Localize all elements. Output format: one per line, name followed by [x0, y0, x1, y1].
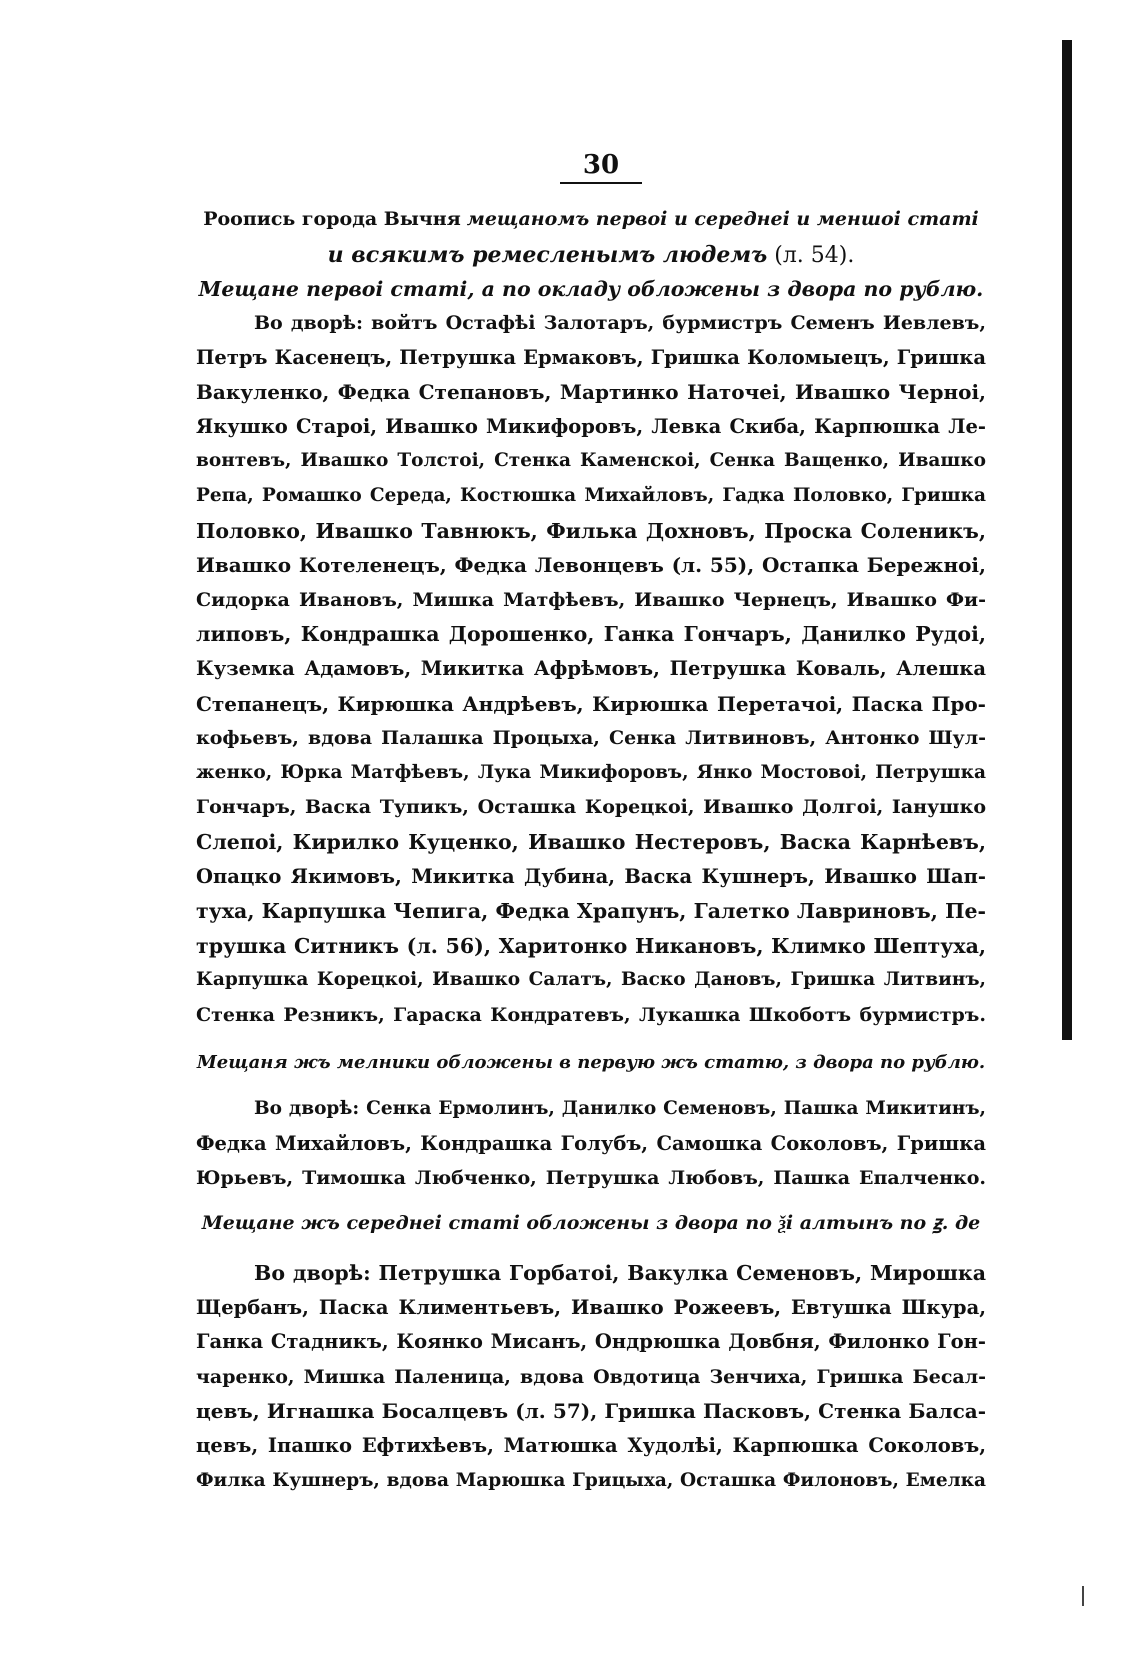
heading-subtitle-2: и всякимъ ремесленымъ людемъ — [327, 242, 768, 268]
text-line: Куземка Адамовъ, Микитка Афрѣмовъ, Петрушка Коваль, Алешка — [196, 656, 986, 680]
scan-edge-mark — [1082, 1586, 1084, 1606]
text-line: Федка Михайловъ, Кондрашка Голубъ, Самошка Соколовъ, Гришка — [196, 1131, 986, 1155]
text-line: Во дворѣ: Петрушка Горбатоі, Вакулка Семеновъ, Мирошка — [254, 1261, 986, 1285]
text-line: Во дворѣ: Сенка Ермолинъ, Данилко Семеновъ, Пашка Микитинъ, — [254, 1098, 986, 1119]
text-line: Опацко Якимовъ, Микитка Дубина, Васка Кушнеръ, Ивашко Шап- — [196, 864, 986, 888]
text-line: кофьевъ, вдова Палашка Процыха, Сенка Литвиновъ, Антонко Шул- — [196, 727, 986, 750]
text-line: цевъ, Игнашка Босалцевъ (л. 57), Гришка Пасковъ, Стенка Балса- — [196, 1399, 986, 1424]
heading-subtitle-1: мещаномъ первоі и середнеі и меншоі статі — [466, 208, 979, 230]
section-3-subheading: Мещане жъ середнеі статі обложены з двора по ѯі алтынъ по ꙃ. де — [201, 1212, 981, 1234]
page-number-rule — [560, 182, 642, 184]
text-line: липовъ, Кондрашка Дорошенко, Ганка Гончаръ, Данилко Рудоі, — [196, 622, 986, 647]
text-line: Стенка Резникъ, Гараска Кондратевъ, Лукашка Шкоботъ бурмистръ. — [196, 1003, 986, 1026]
text-line: Половко, Ивашко Тавнюкъ, Филька Дохновъ, Проска Соленикъ, — [196, 518, 986, 543]
scan-edge-bar — [1062, 40, 1072, 1040]
text-line: Репа, Ромашко Середа, Костюшка Михайловъ, Гадка Половко, Гришка — [196, 484, 986, 506]
text-line: Филка Кушнеръ, вдова Марюшка Грицыха, Осташка Филоновъ, Емелка — [196, 1469, 986, 1491]
text-line: Ивашко Котеленецъ, Федка Левонцевъ (л. 55), Остапка Бережноі, — [196, 553, 986, 578]
text-line: Степанецъ, Кирюшка Андрѣевъ, Кирюшка Перетачоі, Паска Про- — [196, 691, 986, 716]
text-line: трушка Ситникъ (л. 56), Харитонко Никановъ, Климко Шептуха, — [196, 933, 986, 958]
text-line: Щербанъ, Паска Климентьевъ, Ивашко Рожеевъ, Евтушка Шкура, — [196, 1295, 986, 1319]
section-2-paragraph — [196, 1092, 986, 1196]
text-line: Юрьевъ, Тимошка Любченко, Петрушка Любовъ, Пашка Епалченко. — [196, 1167, 986, 1190]
text-line: Гончаръ, Васка Тупикъ, Осташка Корецкоі, Ивашко Долгоі, Іанушко — [196, 796, 986, 819]
text-line: Вакуленко, Федка Степановъ, Мартинко Наточеі, Ивашко Черноі, — [196, 380, 986, 405]
section-1-subheading: Мещане первоі статі, а по окладу обложены з двора по рублю. — [198, 277, 984, 301]
text-line: туха, Карпушка Чепига, Федка Храпунъ, Галетко Лавриновъ, Пе- — [196, 899, 986, 924]
text-line: чаренко, Мишка Паленица, вдова Овдотица Зенчиха, Гришка Бесал- — [196, 1365, 986, 1388]
section-1-paragraph — [196, 306, 986, 1032]
text-line: Ганка Стадникъ, Коянко Мисанъ, Ондрюшка Довбня, Филонко Гон- — [196, 1330, 986, 1354]
text-line: Сидорка Ивановъ, Мишка Матфѣевъ, Ивашко Чернецъ, Ивашко Фи- — [196, 588, 986, 611]
page-number: 30 — [582, 150, 620, 180]
text-line: Петръ Касенецъ, Петрушка Ермаковъ, Гришка Коломыецъ, Гришка — [196, 345, 986, 369]
text-line: Во дворѣ: войтъ Остафѣі Залотаръ, бурмистръ Семенъ Иевлевъ, — [254, 312, 986, 334]
heading-line-1 — [196, 202, 986, 236]
text-line: женко, Юрка Матфѣевъ, Лука Микифоровъ, Янко Мостовоі, Петрушка — [196, 761, 986, 783]
text-line: Слепоі, Кирилко Куценко, Ивашко Нестеровъ, Васка Карнѣевъ, — [196, 829, 986, 854]
text-line: цевъ, Іпашко Ефтихѣевъ, Матюшка Худолѣі, Карпюшка Соколовъ, — [196, 1433, 986, 1457]
text-line: Якушко Староі, Ивашко Микифоровъ, Левка Скиба, Карпюшка Ле- — [196, 414, 986, 438]
text-line: вонтевъ, Ивашко Толстоі, Стенка Каменскоі, Сенка Ващенко, Ивашко — [196, 450, 986, 472]
heading-title: Роопись города Вычня — [203, 208, 461, 230]
section-3-paragraph — [196, 1256, 986, 1498]
heading-ref: (л. 54). — [774, 243, 855, 268]
heading-line-2 — [196, 238, 986, 273]
section-2-subheading: Мещаня жъ мелники обложены в первую жъ статю, з двора по рублю. — [196, 1052, 986, 1073]
text-line: Карпушка Корецкоі, Ивашко Салатъ, Васко Дановъ, Гришка Литвинъ, — [196, 969, 986, 991]
